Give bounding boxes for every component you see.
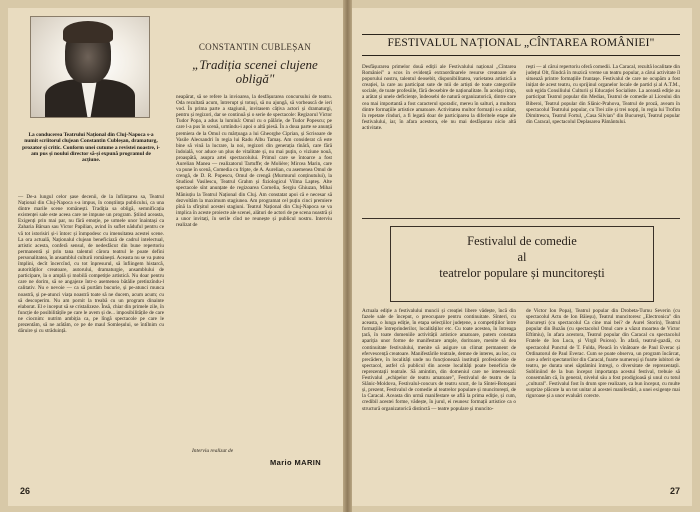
comedy-festival-title [391, 233, 653, 281]
article-title: „Tradiția scenei clujene obligă" [192, 57, 318, 86]
comedy-festival-title-line3: teatrelor populare și muncitorești [439, 266, 605, 280]
portrait-hair [63, 21, 113, 43]
comedy-festival-title-line1: Festivalul de comedie [467, 234, 577, 248]
section-divider [362, 218, 680, 219]
author-portrait-photo [30, 16, 150, 118]
page-number-left: 26 [20, 486, 31, 496]
article-column-2: neapărat, să se refere la invioarea, la desfășurarea concursului de teatru. Oda rezultată acum, întrerupt și totuși, să nu ajungă, să vorbească de ieri vod. În prima parte a stagiunii, invitasem câțiva actori și dramaturgi, pentru și regizori, dar se continuă și o serie de spectacole: Regizorul Victor Tudor Popa, a adus la lumină: Omul cu o pălărie, de Tudor Popescu; pe care l-a pus în scenă, urmîndu-i apoi o altă piesă. În a doua parte se anunță premiera de la Omul cu mârțoaga a lui Gheorghe Ciprian, și Scrisoare de Vasile Alecsandri în regia lui Radu Albu Tamaș. Am considerat că este bine să vină la lucrare, la noi, regizori din generația tînără, care fără îndoială, vor aduce un plus de vitalitate și, nu mai puțin, o viziune nouă, proaspătă, asupra artei spectacolului. Primul care se întoarce a fost Aurelian Manea — realizatorul Tartuffe; de Molière; Mircea Marin, care va pune în scenă, Comedia cu fripte, de A. Aurelian, cu asemenea Omul de crengă, de D. R. Popescu, Omul de crengă (Murmurul conținutului), la Studioul Vasilescu, Teatrul Grahm și fiziologicul Vilma Lapteș. Alte spectacole sînt anunțate de regizoarea Cornelia, Sergiu Ghiuzan, Mihai Măniuțiu la Teatrul Național din Cluj. Am constatat apoi că e necesar să dezvoltăm la maximum stagiunea. Am programat cel puțin cinci premiere pînă la sfîrșitul acestei stagiuni. Teatrul Național din Cluj-Napoca se va implica în aceste proiecte ale scenei, alături de actori de pe scena noastră și a unor invitați, în serile cînd ne reunește și publicul nostru. Interviu realizat de [176, 94, 332, 228]
left-page [8, 8, 343, 506]
festival-header [362, 34, 680, 56]
page-number-right: 27 [669, 486, 680, 496]
festival-column-1: Desfășurarea primelor două ediții ale Festivalului național „Cîntarea României" a scos în evidență extraordinarele resurse creatoare ale poporului nostru, talentul deosebit, disponibilitatea, varietatea artistică a creației, la care au participat sute de mii de artiști de toate categoriile sociale, de toate profesiile, fără deosebire de naționalitate. În același timp, a arătat și unele deficiențe, îndeosebi de natură organizatorică, dintre care cea mai importantă a fost caracterul sporadic, mereu în salturi, a multora dintre formațiile artistice amatoare. Activitatea multor formații s-a arătat, în repetate rînduri, a fi legată doar de participarea la diferitele etape ale festivalului, iar, în afara acestora, ele nu mai desfășurau nicio altă activitate. [362, 64, 516, 131]
photo-caption: La conducerea Teatrului Național din Cluj-Napoca s-a numit scriitorul clujean Constantin Cubleșan, dramaturg, prozator și critic. Conform unei cutume a revistei noastre, i-am pus și noului director să-și expună programul de acțiune. [22, 132, 160, 164]
comedy-festival-title-line2: al [517, 250, 527, 264]
article-author: CONSTANTIN CUBLEȘAN [198, 42, 312, 52]
festival-national-title: FESTIVALUL NAȚIONAL „CÎNTAREA ROMÂNIEI" [387, 37, 655, 49]
comedy-festival-title-box [390, 226, 654, 302]
festival-column-2: rești — al cărui repertoriu oferă comedii. La Caracal, rezultă localitate din județul Olt, fiindcă în muzică vreme un teatru popular, a cărui activitate îl situează printre formațiile fruntașe. Festivalul de care ne ocupăm a fost inițiat de acest teatru, cu sprijinul organelor locale de partid și al A.T.M., sub egida Consiliului Culturii și Educației Socialiste. La această ediție au participat Teatrul popular din Medias, Teatrul de comedie al Liceului din Biberoi, Teatrul popular din Slănic-Prahova, Teatrul de proză, aveam în spectacolul Teatrului popular, cu Trei zile și trei nopți, în regia lui Trofim Dimitrescu, Teatrul Fortul, „Casa Silvian" din București, Teatrul popular din Caracal, spectacolul Deplasarea Pământului. [526, 64, 680, 125]
comedy-festival-column-2: de Victor Ion Popa), Teatrul popular din Drobeta-Turnu Severin (cu spectacolul Actu de Ion Băieșu), Teatrul muncitoresc „Electronica" din București (cu spectacolul Ca cine mai bei? de Aurel Storin), Teatrul popular din Buzău (cu spectacolul Omul care a văzut moartea de Victor Eftimiu), în afara acestora, Teatrul popular din Caracal cu spectacolul Fratele de Ion Luca, și Virgil Puicea). În afară, teatrul-gazdă, cu spectacolul Punctul de T. Fulda, Pleacă în vînătoare de Paul Everac și Ordinatorul de Paul Everac. Cum se poate observa, un program încărcat, care a oferit spectatorilor din Caracal, foarte numeroși și foarte iubitori de teatru, pe durata unei săptămîni întregi, o diversitate de reprezentații. Subliniind de la bun început importanța acestui festival, trebuie să consemnăm că, în general, nivelul său a fost prodigioasă și unul cu totul „cultural". Festivalul fost în drum spre realizare, ca bun început, cu multe surprize plăcute la un tot unitar al acestei manifestări, a unei exigențe mai riguroase și a unor evaluări corecte. [526, 308, 680, 400]
page-gutter [343, 0, 352, 512]
comedy-festival-column-1: Actuala ediție a festivalului muncii și creației libere vădește, încă din fazele sale de început, o preocupare pentru continuitate. Sînteri, cu aceasta, o lunga ediție, în etapa selecțiilor județene, a competițiilor între formațiile întreprinderilor, localităților etc. Cu toate acestea, în întreaga țară, în toate domeniile activității artistice amatoare, putem constata apariția unor forme de manifestare ample, doritoare, menite să dea continuitate festivalului, menite să asigure un climat permanent de efervescență creatoare. Manifestările teatrale, demne de interes, au loc, cu precădere, în localități unde nu funcționează instituții profesioniste de spectacol, astfel că publicul din aceste localități poate beneficia de reprezentații teatrale. Să amintim, din domeniul care ne interesează: Festivalul „echipelor de teatru amatoare", Festivalul de teatru de la Slănic-Moldova, Festivalul-concurs de teatru scurt, de la Sîntei-Botoșani și, prezent, Festivalul de comedie al teatrelor populare și muncitorești, de la Caracal. Aceasta din urmă manifestare se află la prima ediție, și cum, credibil acestei forme, vădește, în jurul, ei reunesc formații artistice ca o structură organizatorică distinctă — teatre populare și muncito- [362, 308, 516, 412]
article-column-1: — De-a lungul celor șase decenii, de la înființarea sa, Teatrul Național din Cluj-Napoca s-a impus, în conștiința publicului, ca una dintre marile scene românești. Tradiția sa obligă, semnificația existenței sale este aceea care ne impune un program. Știind aceasta, Exigenți prin mai par, nu fără emoție, pe urmele unor înaintași ca Zaharia Bârsan sau Victor Papilian, avind în suflet năduful pentru ce vă tot istorisiri și-i întorc și înmpodesc cu imensitatea acestei scene. La ora actuală, Naționalul clujean beneficiază de cadrul intelectual, artistic acesta, conferă sensul, de nedesfăcut din bune repertoriu permanentă și prin tana talentul cărora teatrul le poate defini personalitatea, în ansamblul culturii românești. Aceasta nu se va putea împlini, decît încercînd, cu tot înpresurul, să înfiingem histarcă, autorităților creatoare, autorului, dramaturgie, ansamblului de participare, la o amplă și mobilă competiție artistică. Nu doar pentru care ne dorim, să se angajeze într-o asemenea bătălie pretinzîndu-l calitativ. Nu e nevoie — ca să purtăm bucurie, și pe-atunci munca noastră, și pe-atunci viața noastră toate să ne ducem, acum acum; cu să descoperim. Nu am pornit la treabă cu un program dinainte elaborat. El e inceput să se cristalizeze. Însă, chiar din primele zile, în funcție de posibilitățile pe care le avem și de... imposibilitățile de care ne ciocnim: nutrim ambiția ca, pe lîngă spectacole pe care le prezentăm, să ne arătăm, ce pe de maul Somleșului, se întîlnim cu dăruire și cu străduință. [18, 194, 164, 335]
right-page [352, 8, 692, 506]
interviewer-label: Interviu realizat de [192, 448, 234, 454]
interviewer-signature: Mario MARIN [270, 458, 322, 467]
